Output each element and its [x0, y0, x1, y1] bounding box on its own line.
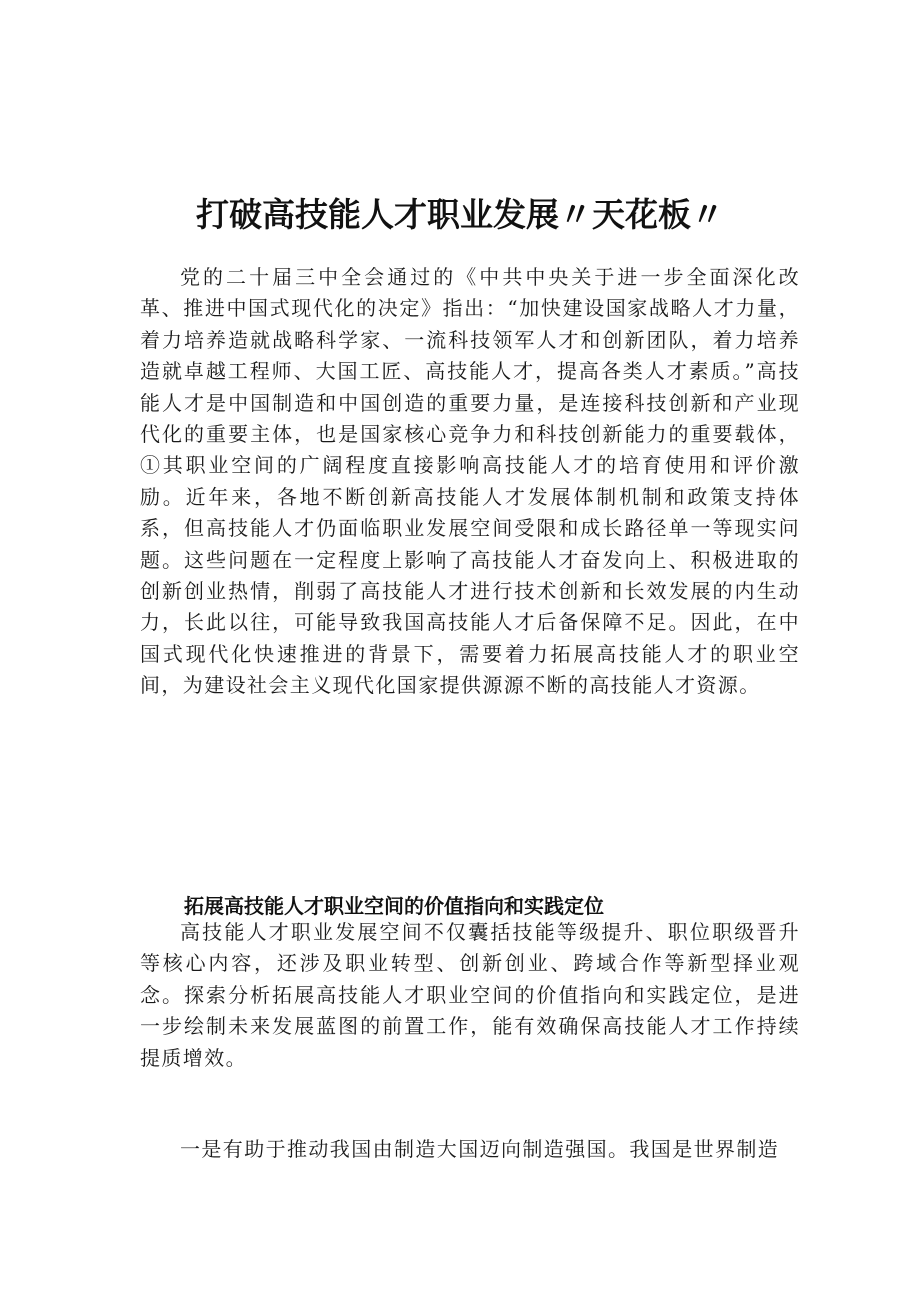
document-title: 打破高技能人才职业发展〃天花板〃	[196, 195, 724, 235]
body-paragraph-intro: 党的二十届三中全会通过的《中共中央关于进一步全面深化改革、推进中国式现代化的决定》指出：“加快建设国家战略人才力量，着力培养造就战略科学家、一流科技领军人才和创新团队，着力培养造就卓越工程师、大国工匠、高技能人才，提高各类人才素质。”高技能人才是中国制造和中国创造的重要力量，是连接科技创新和产业现代化的重要主体，也是国家核心竞争力和科技创新能力的重要载体，①其职业空间的广阔程度直接影响高技能人才的培育使用和评价激励。近年来，各地不断创新高技能人才发展体制机制和政策支持体系，但高技能人才仍面临职业发展空间受限和成长路径单一等现实问题。这些问题在一定程度上影响了高技能人才奋发向上、积极进取的创新创业热情，削弱了高技能人才进行技术创新和长效发展的内生动力，长此以往，可能导致我国高技能人才后备保障不足。因此，在中国式现代化快速推进的背景下，需要着力拓展高技能人才的职业空间，为建设社会主义现代化国家提供源源不断的高技能人才资源。	[140, 265, 800, 698]
section-heading: 拓展高技能人才职业空间的价值指向和实践定位	[184, 893, 604, 918]
body-paragraph-point-one: 一是有助于推动我国由制造大国迈向制造强国。我国是世界制造	[180, 1137, 780, 1161]
body-paragraph-section: 高技能人才职业发展空间不仅囊括技能等级提升、职位职级晋升等核心内容，还涉及职业转型、创新创业、跨域合作等新型择业观念。探索分析拓展高技能人才职业空间的价值指向和实践定位，是进一步绘制未来发展蓝图的前置工作，能有效确保高技能人才工作持续提质增效。	[140, 920, 800, 1070]
